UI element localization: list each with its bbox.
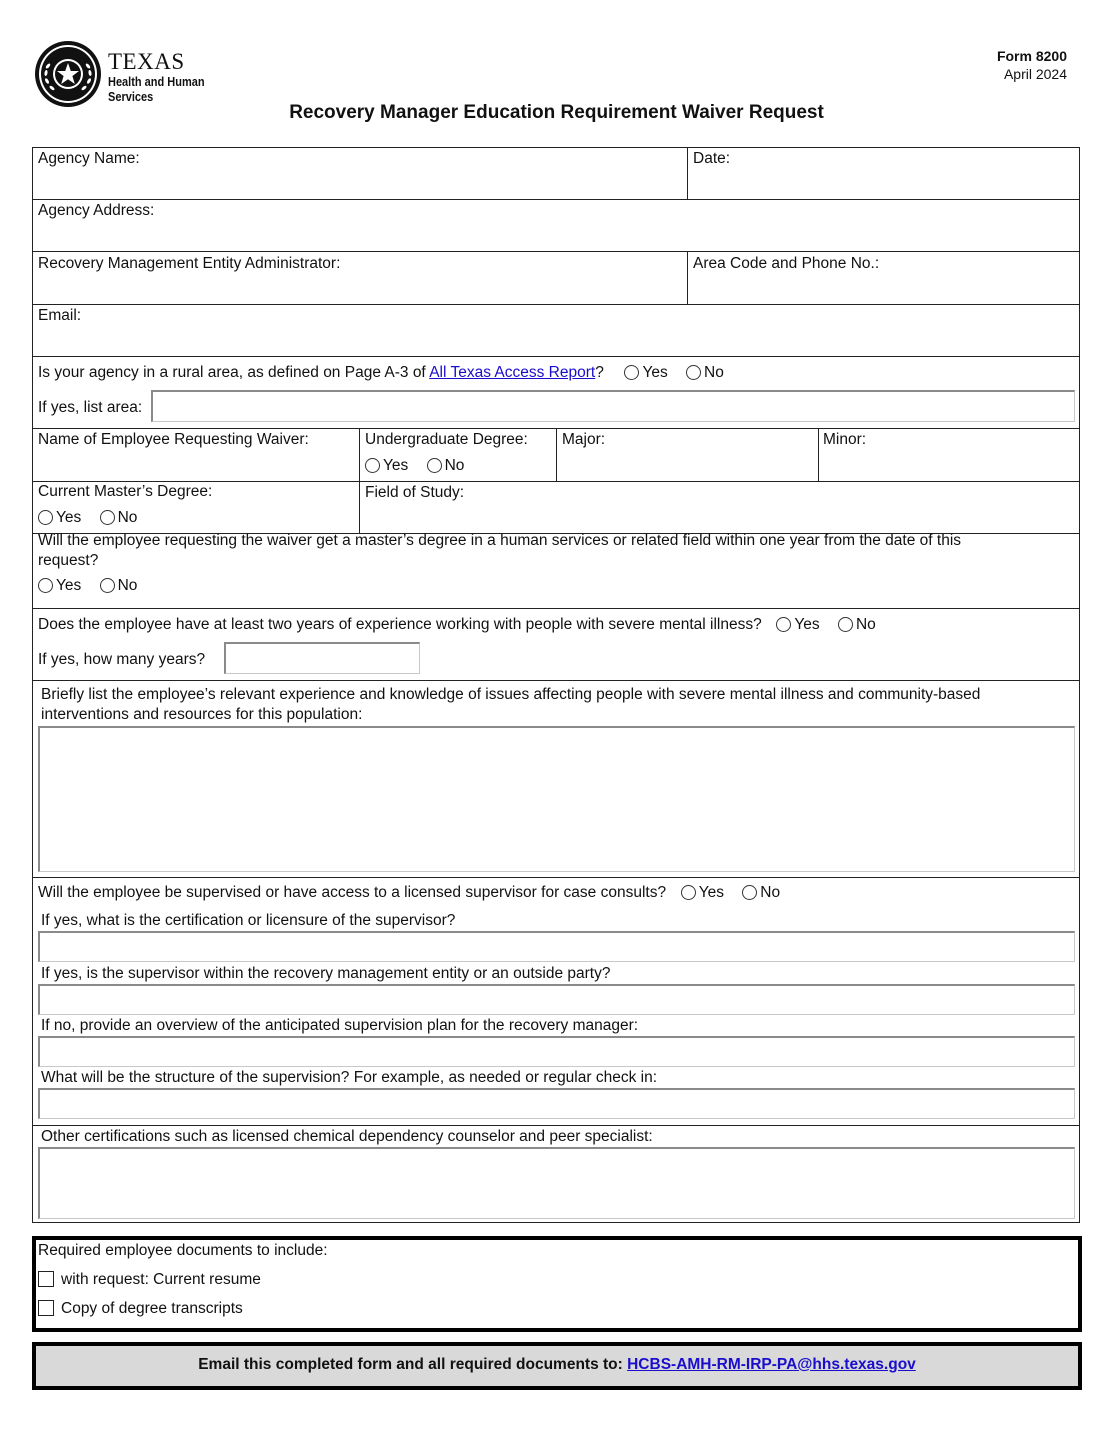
masters-yes-radio[interactable]: Yes [38, 509, 81, 527]
list-area-input[interactable] [151, 390, 1075, 422]
supervision-plan-label: If no, provide an overview of the anticipated supervision plan for the recovery manager: [41, 1017, 639, 1034]
experience-question: Does the employee have at least two years of experience working with people with severe mental illness? Yes No [38, 616, 876, 633]
masters-plan-question-line1: Will the employee requesting the waiver get a master’s degree in a human services or related field within one year from the date of this [38, 532, 962, 549]
minor-label: Minor: [823, 431, 867, 448]
radio-icon [427, 458, 442, 473]
hhs-logo [34, 40, 224, 110]
date-input[interactable] [691, 170, 1076, 196]
major-label: Major: [562, 431, 606, 448]
form-number: Form 8200 [996, 48, 1067, 64]
email-instruction: Email this completed form and all required documents to: HCBS-AMH-RM-IRP-PA@hhs.texas.gov [198, 1356, 916, 1373]
supervision-structure-input[interactable] [38, 1088, 1075, 1119]
radio-icon [365, 458, 380, 473]
submission-email-link[interactable]: HCBS-AMH-RM-IRP-PA@hhs.texas.gov [627, 1356, 916, 1373]
masters-plan-question-line2: request? [38, 552, 99, 569]
logo-texas-text: TEXAS [108, 49, 185, 74]
logo-hhs-line1: Health and Human [108, 75, 205, 89]
texas-seal-star-icon [34, 40, 102, 108]
radio-icon [681, 885, 696, 900]
masters-label: Current Master’s Degree: [38, 483, 213, 500]
radio-icon [624, 365, 639, 380]
supervisor-cert-label: If yes, what is the certification or licensure of the supervisor? [41, 912, 456, 929]
documents-heading: Required employee documents to include: [38, 1242, 328, 1259]
radio-icon [686, 365, 701, 380]
supervision-no-radio[interactable]: No [742, 884, 780, 902]
experience-no-radio[interactable]: No [838, 616, 876, 634]
other-cert-label: Other certifications such as licensed chemical dependency counselor and peer specialist: [41, 1128, 653, 1145]
document-item-resume[interactable]: with request: Current resume [38, 1271, 261, 1289]
agency-address-input[interactable] [36, 222, 1076, 248]
masters-options [38, 509, 151, 527]
supervision-yes-radio[interactable]: Yes [681, 884, 724, 902]
supervisor-cert-input[interactable] [38, 931, 1075, 962]
experience-yes-radio[interactable]: Yes [776, 616, 819, 634]
masters-plan-no-radio[interactable]: No [100, 577, 138, 595]
knowledge-question-line2: interventions and resources for this population: [41, 706, 363, 723]
undergrad-yes-radio[interactable]: Yes [365, 457, 408, 475]
undergrad-options [365, 457, 478, 475]
administrator-input[interactable] [36, 275, 684, 301]
undergrad-no-radio[interactable]: No [427, 457, 465, 475]
knowledge-textarea[interactable] [38, 726, 1075, 872]
supervision-question: Will the employee be supervised or have access to a licensed supervisor for case consults? Yes No [38, 884, 781, 901]
radio-icon [838, 617, 853, 632]
years-label: If yes, how many years? [38, 651, 206, 668]
document-item-transcripts[interactable]: Copy of degree transcripts [38, 1300, 243, 1318]
masters-no-radio[interactable]: No [100, 509, 138, 527]
agency-name-input[interactable] [36, 170, 684, 196]
radio-icon [100, 510, 115, 525]
masters-plan-yes-radio[interactable]: Yes [38, 577, 81, 595]
supervisor-within-input[interactable] [38, 984, 1075, 1015]
supervisor-within-label: If yes, is the supervisor within the recovery management entity or an outside party? [41, 965, 611, 982]
masters-plan-options [38, 577, 151, 595]
administrator-label: Recovery Management Entity Administrator: [38, 255, 341, 272]
knowledge-question-line1: Briefly list the employee’s relevant experience and knowledge of issues affecting people with severe mental illness and community-based [41, 686, 981, 703]
form-date: April 2024 [1003, 66, 1067, 82]
date-label: Date: [693, 150, 731, 167]
rural-question: Is your agency in a rural area, as defined on Page A-3 of All Texas Access Report? Yes No [38, 364, 724, 381]
radio-icon [38, 578, 53, 593]
employee-name-label: Name of Employee Requesting Waiver: [38, 431, 309, 448]
field-of-study-label: Field of Study: [365, 484, 465, 501]
radio-icon [100, 578, 115, 593]
phone-input[interactable] [691, 275, 1076, 301]
email-label: Email: [38, 307, 82, 324]
rural-yes-radio[interactable]: Yes [624, 364, 667, 382]
radio-icon [776, 617, 791, 632]
email-input[interactable] [36, 327, 1076, 353]
supervision-plan-input[interactable] [38, 1036, 1075, 1067]
page-title: Recovery Manager Education Requirement Waiver Request [289, 102, 824, 123]
agency-address-label: Agency Address: [38, 202, 155, 219]
years-input[interactable] [224, 642, 420, 674]
resume-checkbox[interactable] [38, 1271, 54, 1287]
agency-name-label: Agency Name: [38, 150, 140, 167]
rural-no-radio[interactable]: No [686, 364, 724, 382]
supervision-structure-label: What will be the structure of the supervision? For example, as needed or regular check in: [41, 1069, 658, 1086]
radio-icon [38, 510, 53, 525]
transcripts-checkbox[interactable] [38, 1300, 54, 1316]
phone-label: Area Code and Phone No.: [693, 255, 880, 272]
logo-hhs-line2: Services [108, 90, 154, 104]
all-texas-access-report-link[interactable]: All Texas Access Report [429, 364, 596, 381]
radio-icon [742, 885, 757, 900]
undergrad-label: Undergraduate Degree: [365, 431, 528, 448]
other-cert-textarea[interactable] [38, 1147, 1075, 1219]
list-area-label: If yes, list area: [38, 399, 143, 416]
